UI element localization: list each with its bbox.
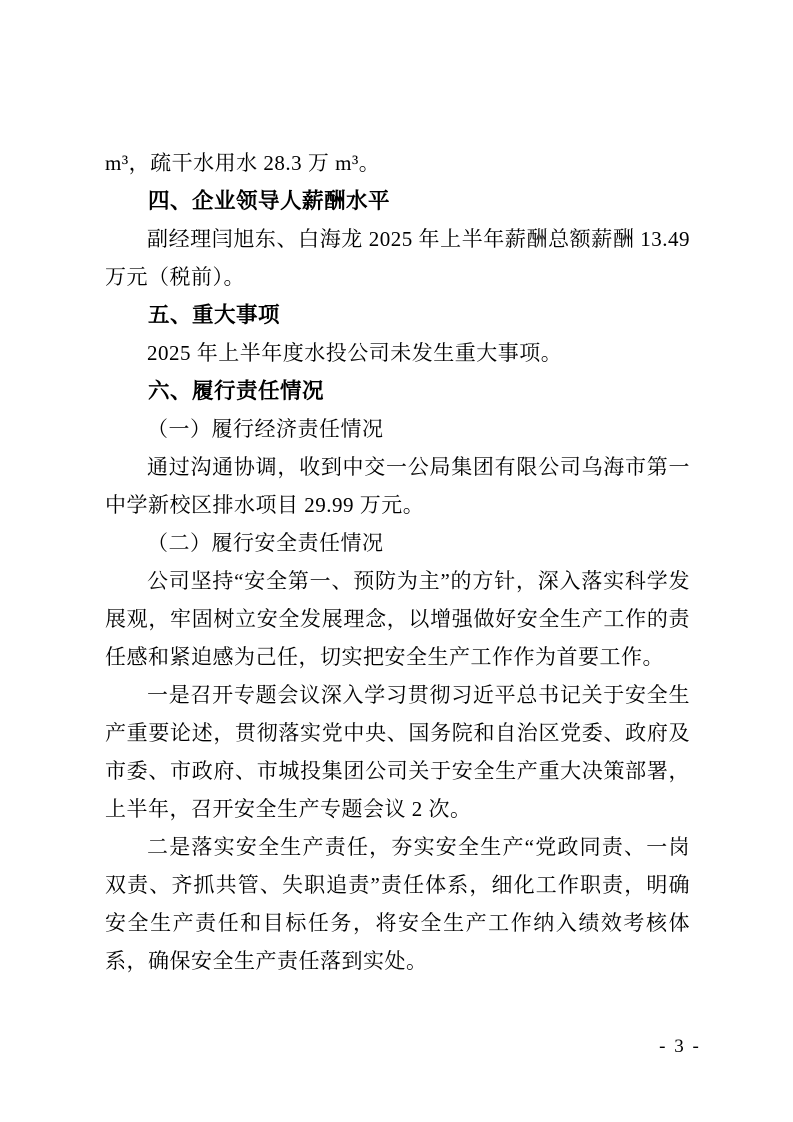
heading-section-five-major-events: 五、重大事项 <box>148 303 281 327</box>
paragraph-water-usage-continuation: m³，疏干水用水 28.3 万 m³。 <box>105 151 381 175</box>
subheading-safety-responsibility: （二）履行安全责任情况 <box>147 531 384 555</box>
heading-section-four-salary: 四、企业领导人薪酬水平 <box>148 189 391 213</box>
paragraph-economic-responsibility: 通过沟通协调，收到中交一公局集团有限公司乌海市第一中学新校区排水项目 29.99 万元。 <box>105 455 690 517</box>
paragraph-executive-salary: 副经理闫旭东、白海龙 2025 年上半年薪酬总额薪酬 13.49 万元（税前）。 <box>105 227 690 289</box>
subheading-economic-responsibility: （一）履行经济责任情况 <box>147 417 384 441</box>
paragraph-safety-meetings: 一是召开专题会议深入学习贯彻习近平总书记关于安全生产重要论述，贯彻落实党中央、国务院和自治区党委、政府及市委、市政府、市城投集团公司关于安全生产重大决策部署，上半年，召开安全生产专题会议 2 次。 <box>105 683 690 821</box>
paragraph-major-events: 2025 年上半年度水投公司未发生重大事项。 <box>147 341 563 365</box>
document-content <box>105 144 690 980</box>
paragraph-safety-policy: 公司坚持“安全第一、预防为主”的方针，深入落实科学发展观，牢固树立安全发展理念，以增强做好安全生产工作的责任感和紧迫感为己任，切实把安全生产工作作为首要工作。 <box>105 569 690 669</box>
paragraph-safety-accountability: 二是落实安全生产责任，夯实安全生产“党政同责、一岗双责、齐抓共管、失职追责”责任体系，细化工作职责，明确安全生产责任和目标任务，将安全生产工作纳入绩效考核体系，确保安全生产责任落到实处。 <box>105 835 690 973</box>
heading-section-six-responsibility: 六、履行责任情况 <box>148 379 325 403</box>
page-number: - 3 - <box>659 1036 701 1057</box>
